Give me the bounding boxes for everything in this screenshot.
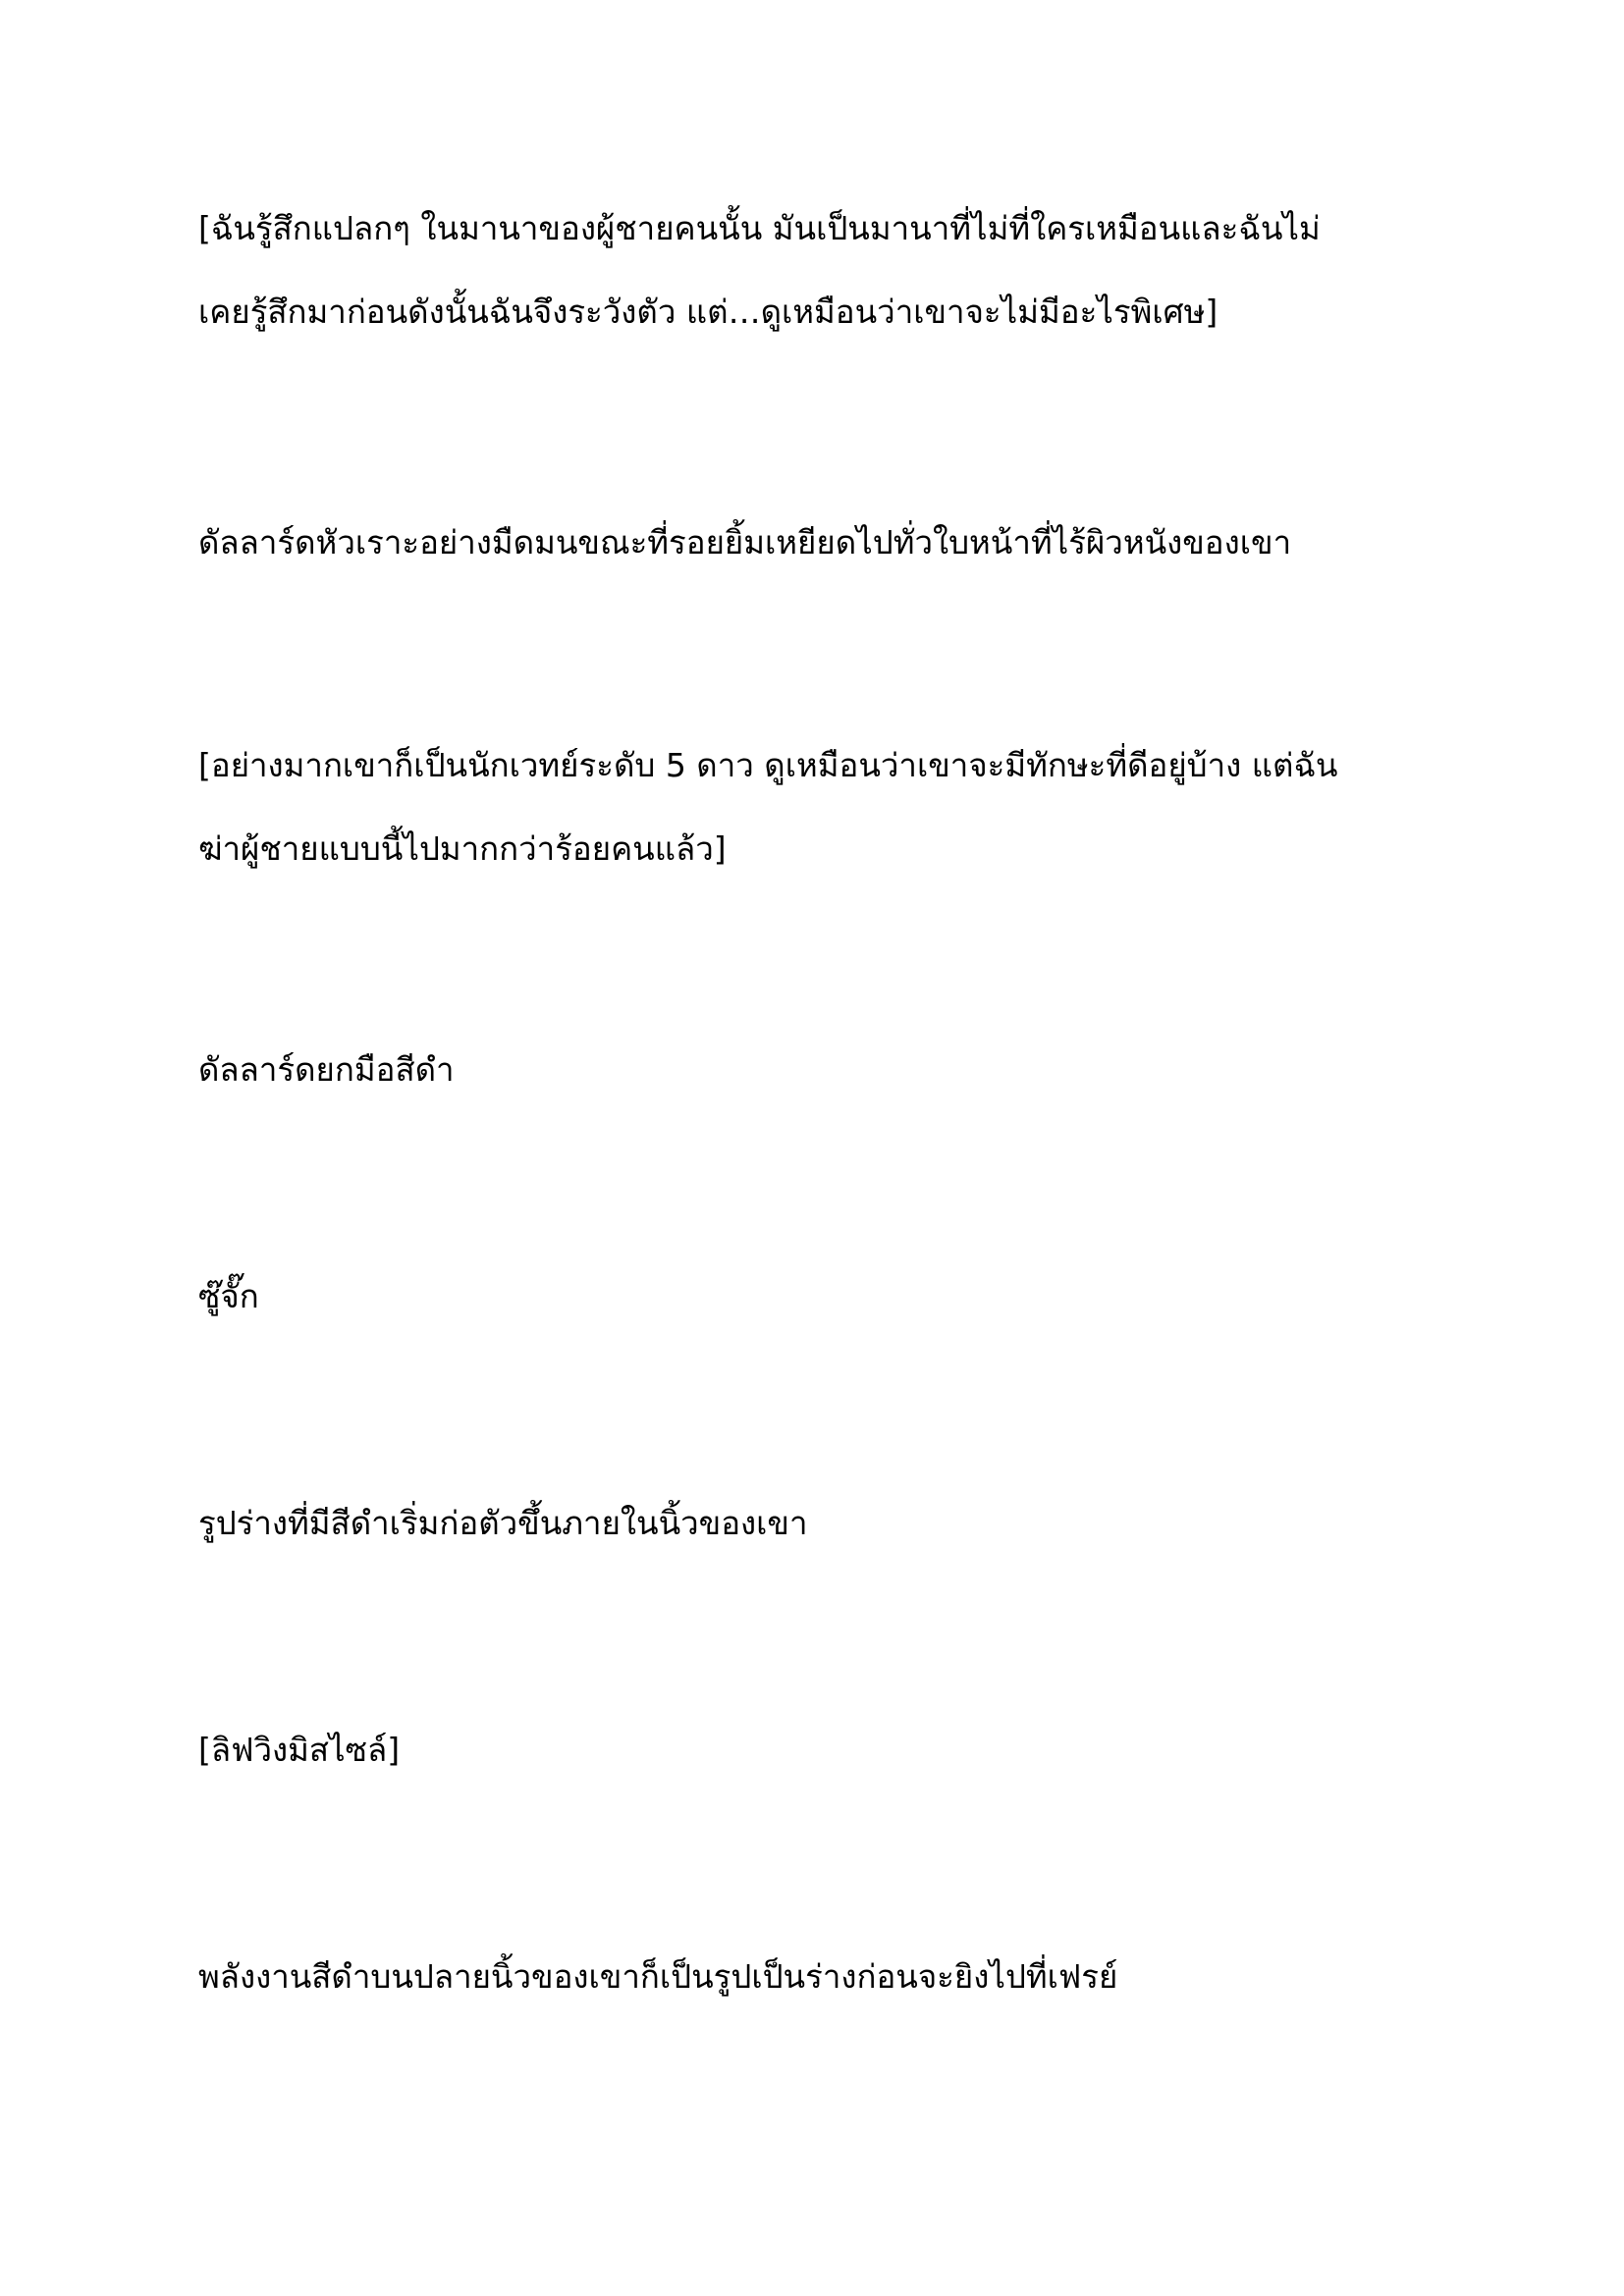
text-line: [ฉันรู้สึกแปลกๆ ในมานาของผู้ชายคนนั้น มันเป็นมานาที่ไม่ที่ใครเหมือนและฉันไม่ <box>198 209 1321 247</box>
paragraph-black-shape-forms <box>198 1481 1455 1565</box>
paragraph-spell-name <box>198 1708 1455 1791</box>
text-line: เคยรู้สึกมาก่อนดังนั้นฉันจึงระวังตัว แต่…ดูเหมือนว่าเขาจะไม่มีอะไรพิเศษ] <box>198 293 1218 331</box>
paragraph-sound-effect <box>198 1255 1455 1338</box>
text-line: รูปร่างที่มีสีดำเริ่มก่อตัวขึ้นภายในนิ้วของเขา <box>198 1504 808 1542</box>
paragraph-five-star-mage <box>198 723 1455 890</box>
text-line: ซู๊จั๊ก <box>198 1277 259 1315</box>
paragraph-raises-hand <box>198 1028 1455 1111</box>
text-line: พลังงานสีดำบนปลายนิ้วของเขาก็เป็นรูปเป็นร่างก่อนจะยิงไปที่เฟรย์ <box>198 1957 1118 1996</box>
paragraph-dallard-laughs <box>198 501 1455 584</box>
text-line: [อย่างมากเขาก็เป็นนักเวทย์ระดับ 5 ดาว ดูเหมือนว่าเขาจะมีทักษะที่ดีอยู่บ้าง แต่ฉัน <box>198 746 1338 784</box>
text-line: ดัลลาร์ดหัวเราะอย่างมืดมนขณะที่รอยยิ้มเหยียดไปทั่วใบหน้าที่ไร้ผิวหนังของเขา <box>198 523 1292 561</box>
text-line: ดัลลาร์ดยกมือสีดำ <box>198 1050 455 1089</box>
paragraph-mana-observation <box>198 187 1455 353</box>
paragraph-energy-fired <box>198 1935 1455 2018</box>
text-line: ฆ่าผู้ชายแบบนี้ไปมากกว่าร้อยคนแล้ว] <box>198 829 727 868</box>
text-line: [ลิฟวิงมิสไซล์] <box>198 1731 401 1769</box>
